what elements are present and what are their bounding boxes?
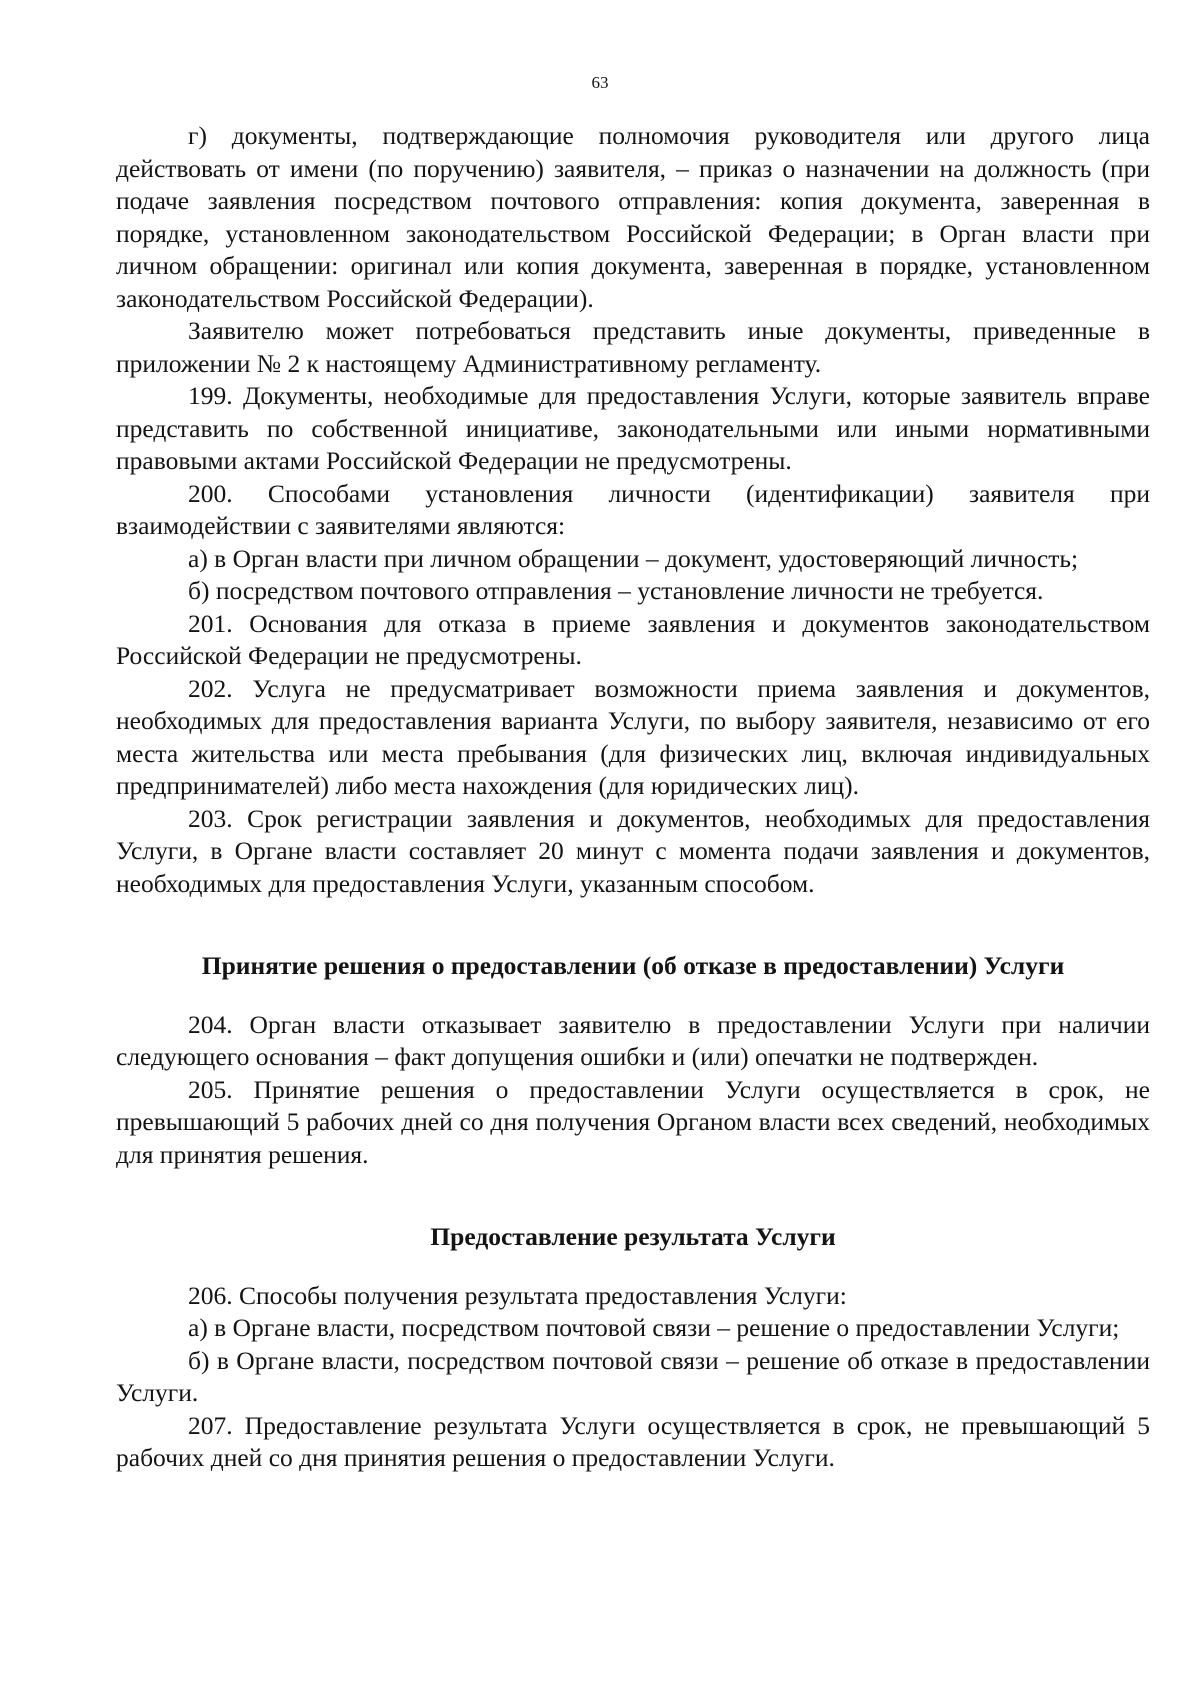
paragraph-200-a: а) в Орган власти при личном обращении – документ, удостоверяющий личность; [188,543,1079,573]
paragraph-200-b: б) посредством почтового отправления – установление личности не требуется. [188,576,1044,605]
paragraph-204: 204. Орган власти отказывает заявителю в предоставлении Услуги при наличии следующего основания – факт допущения ошибки и (или) опечатки не подтвержден. [116,1009,1150,1071]
document-body [116,120,1150,1475]
paragraph-202: 202. Услуга не предусматривает возможности приема заявления и документов, необходимых для предоставления варианта Услуги, по выбору заявителя, независимо от его места жительства или места пребывания (для физических лиц, включая индивидуальных предпринимателей) либо места нахождения (для юридических лиц). [116,673,1150,800]
section-heading-result: Предоставление результата Услуги [430,1222,836,1251]
paragraph-199: 199. Документы, необходимые для предоставления Услуги, которые заявитель вправе представить по собственной инициативе, законодательными или иными нормативными правовыми актами Российской Федерации не предусмотрены. [116,381,1150,475]
paragraph-205: 205. Принятие решения о предоставлении Услуги осуществляется в срок, не превышающий 5 рабочих дней со дня получения Органом власти всех сведений, необходимых для принятия решения. [116,1074,1150,1169]
paragraph-201: 201. Основания для отказа в приеме заявления и документов законодательством Российской Федерации не предусмотрены. [116,608,1150,670]
page-number: 63 [591,73,609,92]
paragraph-206-b: б) в Органе власти, посредством почтовой связи – решение об отказе в предоставлении Услуги. [116,1345,1150,1407]
paragraph-203: 203. Срок регистрации заявления и документов, необходимых для предоставления Услуги, в Органе власти составляет 20 минут с момента подачи заявления и документов, необходимых для предоставления Услуги, указанным способом. [116,803,1150,898]
paragraph-200: 200. Способами установления личности (идентификации) заявителя при взаимодействии с заявителями являются: [116,478,1150,540]
paragraph-207: 207. Предоставление результата Услуги осуществляется в срок, не превышающий 5 рабочих дней со дня принятия решения о предоставлении Услуги. [116,1410,1150,1472]
paragraph-206-a: а) в Органе власти, посредством почтовой связи – решение о предоставлении Услуги; [188,1313,1120,1342]
paragraph-other-documents: Заявителю может потребоваться представить иные документы, приведенные в приложении № 2 к настоящему Административному регламенту. [116,316,1150,378]
paragraph-206: 206. Способы получения результата предоставления Услуги: [188,1280,847,1310]
paragraph-g-documents: г) документы, подтверждающие полномочия руководителя или другого лица действовать от имени (по поручению) заявителя, – приказ о назначении на должность (при подаче заявления посредством почтового отправления: копия документа, заверенная в порядке, установленном законодательством Российской Федерации; в Орган власти при личном обращении: оригинал или копия документа, заверенная в порядке, установленном законодательством Российской Федерации). [116,121,1150,313]
section-heading-decision: Принятие решения о предоставлении (об отказе в предоставлении) Услуги [201,951,1065,980]
